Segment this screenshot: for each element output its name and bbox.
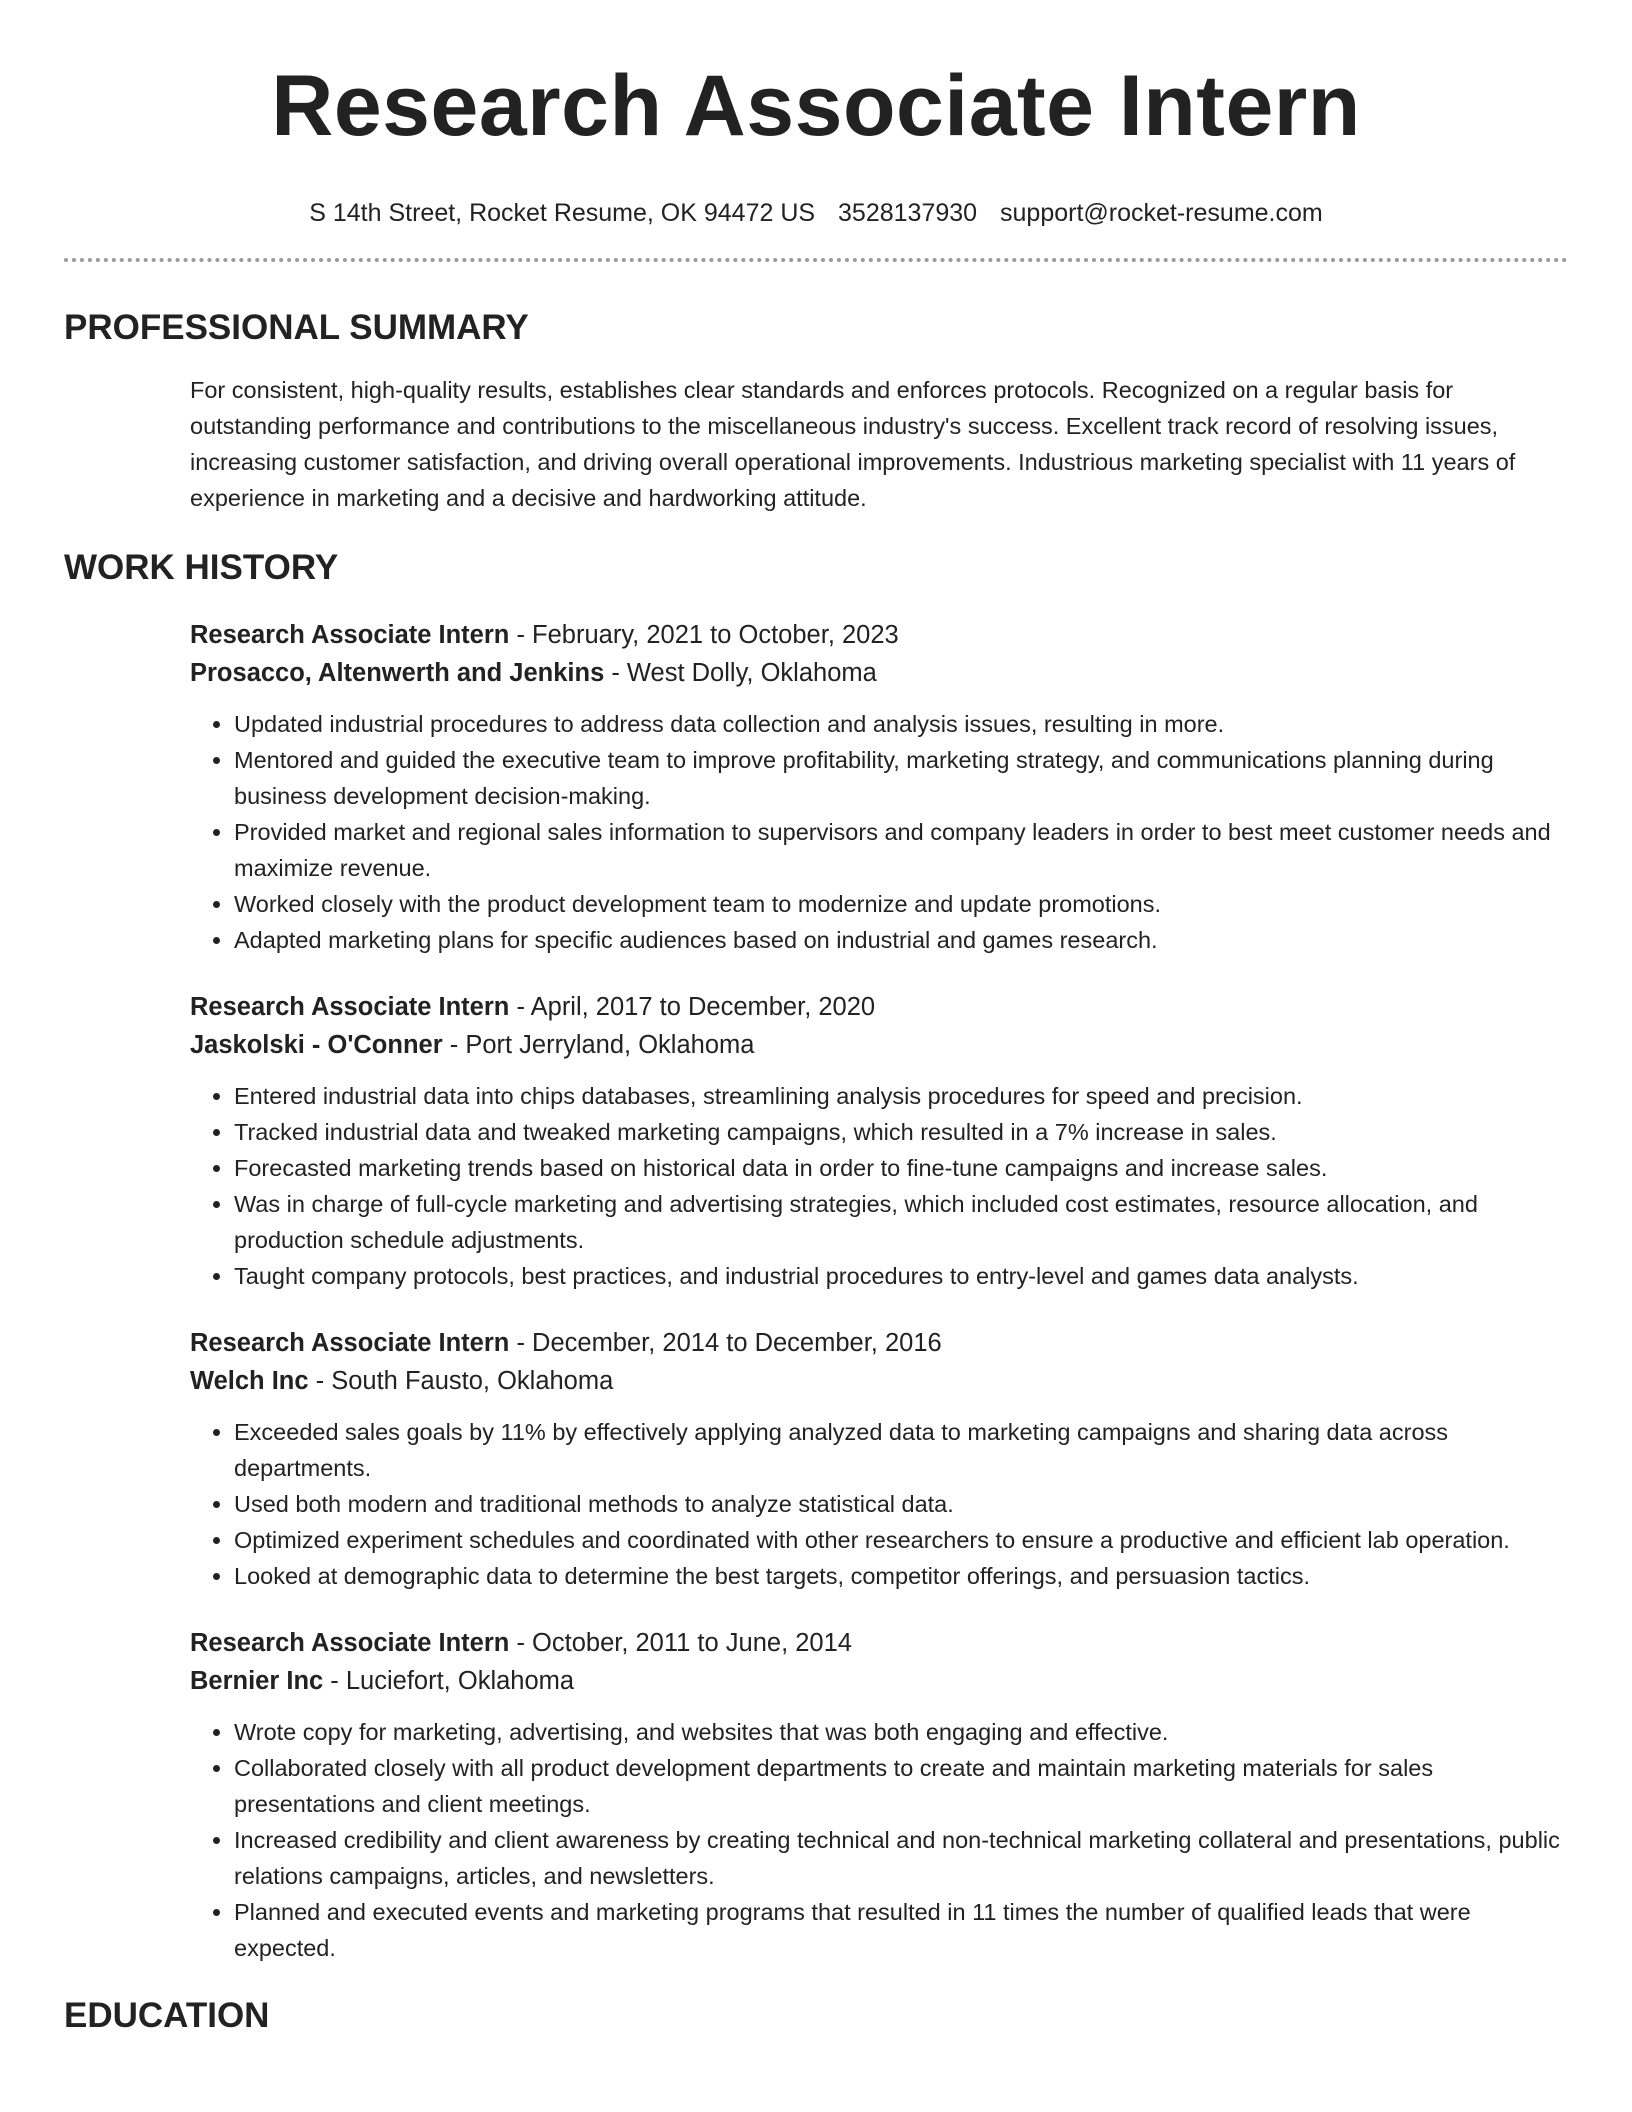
job-entry [190,988,1568,1294]
job-company-line [190,1026,1568,1064]
job-bullets [190,1078,1568,1294]
job-entry [190,616,1568,958]
work-history-section [64,546,1568,1966]
job-location: - South Fausto, Oklahoma [308,1367,614,1395]
professional-summary-section [64,306,1568,516]
job-title-line [190,616,1568,654]
header-divider [64,258,1568,262]
job-location: - Port Jerryland, Oklahoma [442,1031,755,1059]
list-item: • Forecasted marketing trends based on historical data in order to fine-tune campaigns and increase sales. [234,1150,1568,1186]
job-company: Prosacco, Altenwerth and Jenkins [190,659,605,687]
list-item: • Mentored and guided the executive team to improve profitability, marketing strategy, and communications planning during business development decision-making. [234,742,1568,814]
list-item: • Taught company protocols, best practices, and industrial procedures to entry-level and games data analysts. [234,1258,1568,1294]
list-item: • Wrote copy for marketing, advertising, and websites that was both engaging and effective. [234,1714,1568,1750]
contact-email: support@rocket-resume.com [1000,199,1323,227]
list-item: • Used both modern and traditional methods to analyze statistical data. [234,1486,1568,1522]
job-company: Welch Inc [190,1367,309,1395]
job-location: - West Dolly, Oklahoma [604,659,877,687]
list-item: • Optimized experiment schedules and coordinated with other researchers to ensure a productive and efficient lab operation. [234,1522,1568,1558]
list-item: • Adapted marketing plans for specific audiences based on industrial and games research. [234,922,1568,958]
section-title-education: EDUCATION [64,1996,270,2035]
resume-name: Research Associate Intern [271,58,1361,154]
contact-phone: 3528137930 [838,199,978,227]
section-title-summary: PROFESSIONAL SUMMARY [64,308,529,347]
job-entry [190,1324,1568,1594]
job-role: Research Associate Intern [190,1629,510,1657]
contact-address: S 14th Street, Rocket Resume, OK 94472 US [309,199,816,227]
job-title-line [190,1324,1568,1362]
job-role: Research Associate Intern [190,993,510,1021]
job-bullets [190,1714,1568,1966]
contact-line [64,196,1568,230]
education-section [64,1994,1568,2038]
list-item: • Provided market and regional sales information to supervisors and company leaders in order to best meet customer needs and maximize revenue. [234,814,1568,886]
job-company: Jaskolski - O'Conner [190,1031,443,1059]
job-title-line [190,988,1568,1026]
job-company: Bernier Inc [190,1667,324,1695]
section-title-work: WORK HISTORY [64,548,339,587]
job-dates: - December, 2014 to December, 2016 [509,1329,942,1357]
job-dates: - October, 2011 to June, 2014 [509,1629,852,1657]
job-company-line [190,1362,1568,1400]
list-item: • Exceeded sales goals by 11% by effectively applying analyzed data to marketing campaigns and sharing data across departments. [234,1414,1568,1486]
list-item: • Tracked industrial data and tweaked marketing campaigns, which resulted in a 7% increase in sales. [234,1114,1568,1150]
list-item: • Entered industrial data into chips databases, streamlining analysis procedures for speed and precision. [234,1078,1568,1114]
job-role: Research Associate Intern [190,1329,510,1357]
job-entry [190,1624,1568,1966]
list-item: • Planned and executed events and marketing programs that resulted in 11 times the number of qualified leads that were expected. [234,1894,1568,1966]
list-item: • Increased credibility and client awareness by creating technical and non-technical marketing collateral and presentations, public relations campaigns, articles, and newsletters. [234,1822,1568,1894]
job-dates: - April, 2017 to December, 2020 [509,993,876,1021]
job-dates: - February, 2021 to October, 2023 [509,621,899,649]
job-bullets [190,1414,1568,1594]
job-title-line [190,1624,1568,1662]
list-item: • Collaborated closely with all product development departments to create and maintain marketing materials for sales presentations and client meetings. [234,1750,1568,1822]
job-bullets [190,706,1568,958]
list-item: • Worked closely with the product development team to modernize and update promotions. [234,886,1568,922]
list-item: • Was in charge of full-cycle marketing and advertising strategies, which included cost estimates, resource allocation, and production schedule adjustments. [234,1186,1568,1258]
list-item: • Updated industrial procedures to address data collection and analysis issues, resulting in more. [234,706,1568,742]
job-role: Research Associate Intern [190,621,510,649]
job-company-line [190,654,1568,692]
summary-text: For consistent, high-quality results, establishes clear standards and enforces protocols. Recognized on a regular basis for outstanding performance and contributions to the miscellaneous industry's success. Excellent track record of resolving issues, increasing customer satisfaction, and driving overall operational improvements. Industrious marketing specialist with 11 years of experience in marketing and a decisive and hardworking attitude. [190,377,1516,511]
job-location: - Luciefort, Oklahoma [323,1667,575,1695]
job-company-line [190,1662,1568,1700]
list-item: • Looked at demographic data to determine the best targets, competitor offerings, and persuasion tactics. [234,1558,1568,1594]
